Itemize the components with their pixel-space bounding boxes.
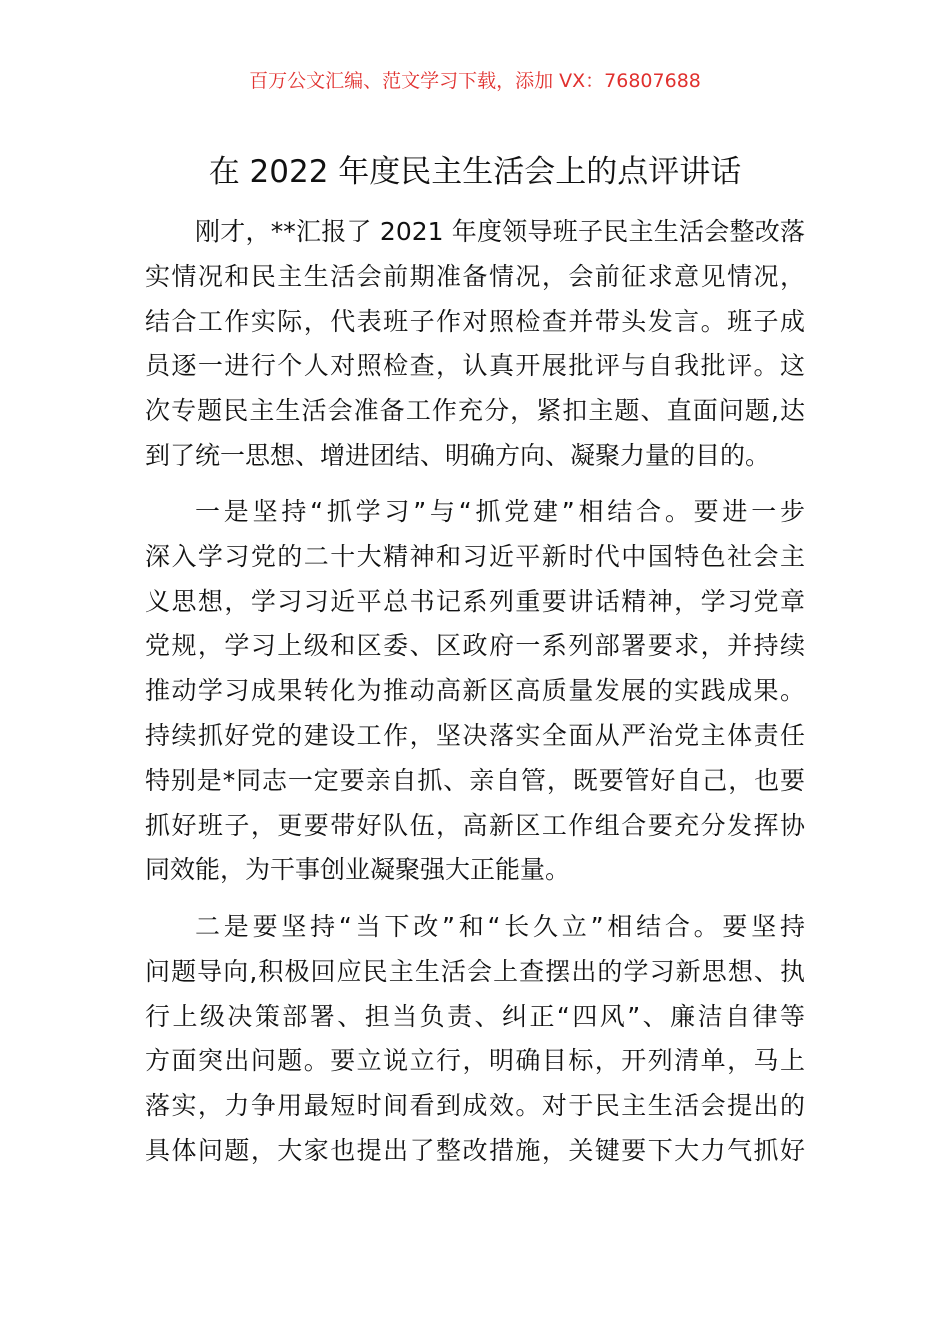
paragraph-2 — [145, 490, 805, 893]
paragraph-3 — [145, 905, 805, 1174]
text-line: 深入学习党的二十大精神和习近平新时代中国特色社会主 — [145, 541, 805, 571]
text-line: 特别是*同志一定要亲自抓、亲自管，既要管好自己，也要 — [145, 765, 805, 795]
text-line: 次专题民主生活会准备工作充分，紧扣主题、直面问题,达 — [145, 396, 805, 426]
paragraph-1 — [145, 210, 805, 479]
text-line: 行上级决策部署、担当负责、纠正“四风”、廉洁自律等 — [145, 1001, 805, 1031]
text-line: 刚才，**汇报了 2021 年度领导班子民主生活会整改落 — [195, 217, 805, 246]
text-line: 员逐一进行个人对照检查，认真开展批评与自我批评。这 — [145, 351, 805, 381]
text-line: 党规，学习上级和区委、区政府一系列部署要求，并持续 — [145, 631, 805, 661]
text-line: 推动学习成果转化为推动高新区高质量发展的实践成果。 — [145, 676, 805, 706]
text-line: 落实，力争用最短时间看到成效。对于民主生活会提出的 — [145, 1091, 805, 1121]
text-line: 抓好班子，更要带好队伍，高新区工作组合要充分发挥协 — [145, 810, 805, 840]
document-title: 在 2022 年度民主生活会上的点评讲话 — [208, 154, 742, 190]
text-line: 同效能，为干事创业凝聚强大正能量。 — [145, 855, 571, 885]
text-line: 实情况和民主生活会前期准备情况，会前征求意见情况， — [145, 261, 805, 291]
text-line: 二是要坚持“当下改”和“长久立”相结合。要坚持 — [195, 912, 805, 941]
text-line: 一是坚持“抓学习”与“抓党建”相结合。要进一步 — [195, 497, 805, 526]
text-line: 持续抓好党的建设工作，坚决落实全面从严治党主体责任 — [145, 720, 805, 750]
text-line: 方面突出问题。要立说立行，明确目标，开列清单，马上 — [145, 1046, 805, 1076]
text-line: 到了统一思想、增进团结、明确方向、凝聚力量的目的。 — [145, 440, 771, 470]
text-line: 义思想，学习习近平总书记系列重要讲话精神，学习党章 — [145, 586, 805, 616]
text-line: 结合工作实际，代表班子作对照检查并带头发言。班子成 — [145, 306, 805, 336]
text-line: 具体问题，大家也提出了整改措施，关键要下大力气抓好 — [145, 1135, 805, 1165]
text-line: 问题导向,积极回应民主生活会上查摆出的学习新思想、执 — [145, 956, 805, 986]
watermark-header: 百万公文汇编、范文学习下载，添加 VX：76807688 — [249, 70, 701, 92]
